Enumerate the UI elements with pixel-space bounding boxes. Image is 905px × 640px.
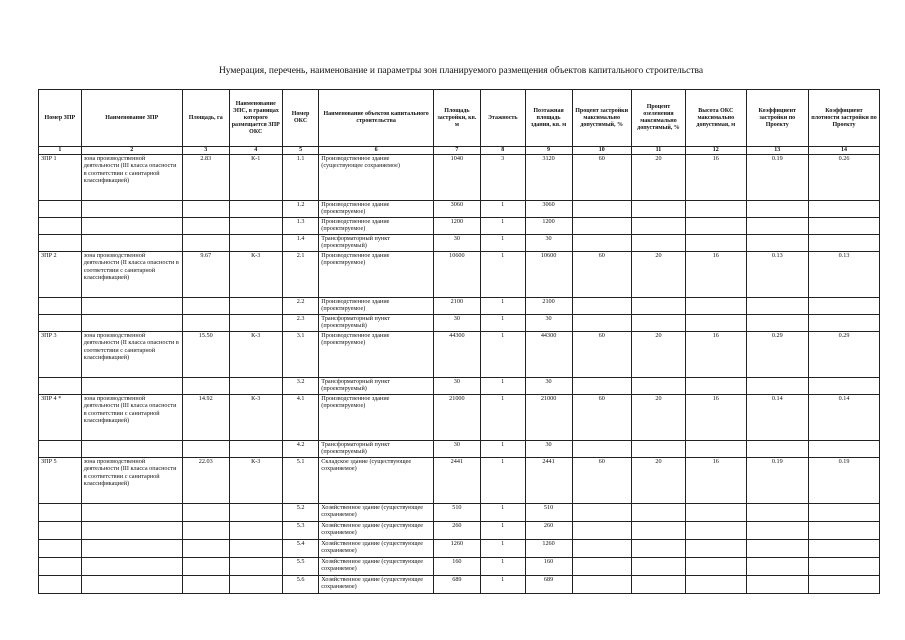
built-area-cell: 2441 bbox=[433, 458, 480, 504]
zone-name-cell bbox=[81, 218, 182, 235]
column-number: 5 bbox=[282, 147, 318, 155]
max-build-percent-cell: 60 bbox=[572, 458, 631, 504]
table-row bbox=[39, 522, 880, 540]
column-number: 13 bbox=[746, 147, 809, 155]
table-row bbox=[39, 504, 880, 522]
density-coefficient-cell: 0.14 bbox=[809, 395, 880, 441]
floor-area-cell: 3060 bbox=[525, 201, 572, 218]
build-coefficient-cell: 0.19 bbox=[746, 458, 809, 504]
header-cell: Площадь, га bbox=[182, 90, 229, 147]
zone-area-cell bbox=[182, 218, 229, 235]
floor-area-cell: 2441 bbox=[525, 458, 572, 504]
zone-number-cell bbox=[39, 218, 82, 235]
zone-number-cell bbox=[39, 558, 82, 576]
zone-name-cell bbox=[81, 540, 182, 558]
table-body bbox=[39, 147, 880, 594]
zone-name-cell bbox=[81, 201, 182, 218]
density-coefficient-cell bbox=[809, 504, 880, 522]
oks-name-cell: Производственное здание (проектируемое) bbox=[319, 252, 434, 298]
oks-name-cell: Хозяйственное здание (существующее сохраняемое) bbox=[319, 558, 434, 576]
oks-name-cell: Производственное здание (проектируемое) bbox=[319, 298, 434, 315]
header-cell: Этажность bbox=[480, 90, 525, 147]
max-height-cell bbox=[686, 522, 746, 540]
oks-name-cell: Трансформаторный пункт (проектируемый) bbox=[319, 378, 434, 395]
oks-number-cell: 2.2 bbox=[282, 298, 318, 315]
zone-area-cell: 15.50 bbox=[182, 332, 229, 378]
max-height-cell: 16 bbox=[686, 458, 746, 504]
density-coefficient-cell bbox=[809, 441, 880, 458]
built-area-cell: 510 bbox=[433, 504, 480, 522]
floors-cell: 1 bbox=[480, 332, 525, 378]
built-area-cell: 3060 bbox=[433, 201, 480, 218]
header-cell: Наименование ЭПС, в границах которого размещается ЗПР ОКС bbox=[229, 90, 282, 147]
max-build-percent-cell bbox=[572, 558, 631, 576]
max-green-percent-cell bbox=[631, 315, 685, 332]
max-green-percent-cell bbox=[631, 235, 685, 252]
oks-number-cell: 1.2 bbox=[282, 201, 318, 218]
build-coefficient-cell: 0.14 bbox=[746, 395, 809, 441]
table-row bbox=[39, 395, 880, 441]
max-build-percent-cell bbox=[572, 540, 631, 558]
density-coefficient-cell bbox=[809, 235, 880, 252]
floor-area-cell: 10600 bbox=[525, 252, 572, 298]
floors-cell: 1 bbox=[480, 252, 525, 298]
table-row bbox=[39, 218, 880, 235]
max-build-percent-cell: 60 bbox=[572, 395, 631, 441]
max-green-percent-cell bbox=[631, 540, 685, 558]
floor-area-cell: 3120 bbox=[525, 155, 572, 201]
zone-area-cell bbox=[182, 522, 229, 540]
zones-table bbox=[38, 89, 880, 594]
zone-number-cell bbox=[39, 522, 82, 540]
table-row bbox=[39, 332, 880, 378]
floors-cell: 1 bbox=[480, 298, 525, 315]
density-coefficient-cell bbox=[809, 298, 880, 315]
build-coefficient-cell: 0.13 bbox=[746, 252, 809, 298]
header-cell: Процент застройки максимально допустимый, % bbox=[572, 90, 631, 147]
eps-name-cell bbox=[229, 522, 282, 540]
floor-area-cell: 30 bbox=[525, 235, 572, 252]
column-number: 8 bbox=[480, 147, 525, 155]
zone-number-cell: ЗПР 3 bbox=[39, 332, 82, 378]
max-height-cell bbox=[686, 201, 746, 218]
zone-number-cell: ЗПР 5 bbox=[39, 458, 82, 504]
column-number: 3 bbox=[182, 147, 229, 155]
zone-name-cell bbox=[81, 504, 182, 522]
max-height-cell bbox=[686, 576, 746, 594]
density-coefficient-cell bbox=[809, 540, 880, 558]
max-build-percent-cell bbox=[572, 315, 631, 332]
max-green-percent-cell bbox=[631, 298, 685, 315]
header-row bbox=[39, 90, 880, 147]
max-build-percent-cell: 60 bbox=[572, 155, 631, 201]
zone-name-cell: зона производственной деятельности (II класса опасности в соответствии с санитарной классификацией) bbox=[81, 252, 182, 298]
eps-name-cell bbox=[229, 540, 282, 558]
floors-cell: 1 bbox=[480, 378, 525, 395]
built-area-cell: 30 bbox=[433, 235, 480, 252]
oks-number-cell: 5.3 bbox=[282, 522, 318, 540]
build-coefficient-cell bbox=[746, 378, 809, 395]
built-area-cell: 260 bbox=[433, 522, 480, 540]
build-coefficient-cell bbox=[746, 522, 809, 540]
header-cell: Наименование объектов капитального строительства bbox=[319, 90, 434, 147]
zone-name-cell bbox=[81, 315, 182, 332]
density-coefficient-cell: 0.19 bbox=[809, 458, 880, 504]
zone-number-cell bbox=[39, 504, 82, 522]
eps-name-cell bbox=[229, 298, 282, 315]
eps-name-cell bbox=[229, 315, 282, 332]
eps-name-cell bbox=[229, 235, 282, 252]
oks-number-cell: 3.2 bbox=[282, 378, 318, 395]
max-build-percent-cell: 60 bbox=[572, 252, 631, 298]
floors-cell: 1 bbox=[480, 540, 525, 558]
zone-area-cell bbox=[182, 298, 229, 315]
zone-area-cell bbox=[182, 441, 229, 458]
max-build-percent-cell bbox=[572, 441, 631, 458]
zone-name-cell bbox=[81, 441, 182, 458]
density-coefficient-cell bbox=[809, 558, 880, 576]
build-coefficient-cell bbox=[746, 540, 809, 558]
eps-name-cell bbox=[229, 201, 282, 218]
max-green-percent-cell: 20 bbox=[631, 332, 685, 378]
build-coefficient-cell: 0.19 bbox=[746, 155, 809, 201]
eps-name-cell: К-1 bbox=[229, 155, 282, 201]
oks-number-cell: 2.3 bbox=[282, 315, 318, 332]
table-row bbox=[39, 201, 880, 218]
build-coefficient-cell bbox=[746, 315, 809, 332]
table-row bbox=[39, 558, 880, 576]
floor-area-cell: 160 bbox=[525, 558, 572, 576]
oks-name-cell: Складское здание (существующее сохраняемое) bbox=[319, 458, 434, 504]
max-height-cell bbox=[686, 315, 746, 332]
floor-area-cell: 30 bbox=[525, 378, 572, 395]
floors-cell: 1 bbox=[480, 201, 525, 218]
floor-area-cell: 510 bbox=[525, 504, 572, 522]
zone-name-cell bbox=[81, 235, 182, 252]
max-green-percent-cell bbox=[631, 378, 685, 395]
eps-name-cell bbox=[229, 504, 282, 522]
oks-number-cell: 5.2 bbox=[282, 504, 318, 522]
column-number: 6 bbox=[319, 147, 434, 155]
floors-cell: 3 bbox=[480, 155, 525, 201]
max-green-percent-cell bbox=[631, 576, 685, 594]
zone-area-cell bbox=[182, 201, 229, 218]
oks-number-cell: 5.6 bbox=[282, 576, 318, 594]
zone-area-cell: 22.03 bbox=[182, 458, 229, 504]
floors-cell: 1 bbox=[480, 315, 525, 332]
table-row bbox=[39, 576, 880, 594]
eps-name-cell: К-3 bbox=[229, 458, 282, 504]
build-coefficient-cell bbox=[746, 218, 809, 235]
eps-name-cell: К-3 bbox=[229, 332, 282, 378]
table-row bbox=[39, 298, 880, 315]
max-green-percent-cell: 20 bbox=[631, 395, 685, 441]
table-row bbox=[39, 155, 880, 201]
oks-name-cell: Хозяйственное здание (существующее сохраняемое) bbox=[319, 504, 434, 522]
zone-number-cell: ЗПР 2 bbox=[39, 252, 82, 298]
floors-cell: 1 bbox=[480, 522, 525, 540]
max-green-percent-cell bbox=[631, 504, 685, 522]
built-area-cell: 44300 bbox=[433, 332, 480, 378]
floors-cell: 1 bbox=[480, 441, 525, 458]
max-height-cell bbox=[686, 540, 746, 558]
oks-name-cell: Трансформаторный пункт (проектируемый) bbox=[319, 235, 434, 252]
floor-area-cell: 1260 bbox=[525, 540, 572, 558]
max-height-cell: 16 bbox=[686, 252, 746, 298]
oks-number-cell: 1.3 bbox=[282, 218, 318, 235]
eps-name-cell: К-3 bbox=[229, 395, 282, 441]
zone-name-cell bbox=[81, 558, 182, 576]
floor-area-cell: 2100 bbox=[525, 298, 572, 315]
max-height-cell: 16 bbox=[686, 395, 746, 441]
build-coefficient-cell bbox=[746, 558, 809, 576]
built-area-cell: 1040 bbox=[433, 155, 480, 201]
max-build-percent-cell bbox=[572, 576, 631, 594]
column-number: 7 bbox=[433, 147, 480, 155]
header-cell: Коэффициент застройки по Проекту bbox=[746, 90, 809, 147]
zone-number-cell bbox=[39, 441, 82, 458]
header-cell: Высота ОКС максимально допустимая, м bbox=[686, 90, 746, 147]
max-height-cell bbox=[686, 504, 746, 522]
max-height-cell bbox=[686, 378, 746, 395]
zone-number-cell bbox=[39, 315, 82, 332]
built-area-cell: 1200 bbox=[433, 218, 480, 235]
built-area-cell: 160 bbox=[433, 558, 480, 576]
build-coefficient-cell bbox=[746, 441, 809, 458]
max-build-percent-cell bbox=[572, 298, 631, 315]
zone-number-cell bbox=[39, 235, 82, 252]
floors-cell: 1 bbox=[480, 504, 525, 522]
built-area-cell: 30 bbox=[433, 441, 480, 458]
oks-number-cell: 3.1 bbox=[282, 332, 318, 378]
max-height-cell bbox=[686, 235, 746, 252]
table-row bbox=[39, 315, 880, 332]
floor-area-cell: 260 bbox=[525, 522, 572, 540]
zone-number-cell bbox=[39, 378, 82, 395]
column-number: 14 bbox=[809, 147, 880, 155]
oks-name-cell: Производственное здание (проектируемое) bbox=[319, 218, 434, 235]
floor-area-cell: 30 bbox=[525, 441, 572, 458]
oks-number-cell: 2.1 bbox=[282, 252, 318, 298]
table-row bbox=[39, 458, 880, 504]
oks-number-cell: 1.1 bbox=[282, 155, 318, 201]
zone-area-cell bbox=[182, 504, 229, 522]
oks-number-cell: 4.2 bbox=[282, 441, 318, 458]
oks-number-cell: 5.5 bbox=[282, 558, 318, 576]
density-coefficient-cell: 0.29 bbox=[809, 332, 880, 378]
header-cell: Площадь застройки, кв. м bbox=[433, 90, 480, 147]
zone-number-cell: ЗПР 4 * bbox=[39, 395, 82, 441]
eps-name-cell: К-3 bbox=[229, 252, 282, 298]
zone-area-cell bbox=[182, 315, 229, 332]
header-cell: Процент озеленения максимально допустимый, % bbox=[631, 90, 685, 147]
floors-cell: 1 bbox=[480, 235, 525, 252]
build-coefficient-cell bbox=[746, 504, 809, 522]
max-height-cell: 16 bbox=[686, 155, 746, 201]
build-coefficient-cell: 0.29 bbox=[746, 332, 809, 378]
density-coefficient-cell bbox=[809, 201, 880, 218]
column-number: 10 bbox=[572, 147, 631, 155]
floors-cell: 1 bbox=[480, 458, 525, 504]
zone-area-cell bbox=[182, 378, 229, 395]
density-coefficient-cell bbox=[809, 576, 880, 594]
column-number-row bbox=[39, 147, 880, 155]
max-green-percent-cell bbox=[631, 522, 685, 540]
zone-name-cell bbox=[81, 378, 182, 395]
max-height-cell bbox=[686, 441, 746, 458]
table-row bbox=[39, 540, 880, 558]
max-build-percent-cell bbox=[572, 522, 631, 540]
max-green-percent-cell bbox=[631, 558, 685, 576]
column-number: 12 bbox=[686, 147, 746, 155]
table-row bbox=[39, 441, 880, 458]
oks-name-cell: Хозяйственное здание (существующее сохраняемое) bbox=[319, 522, 434, 540]
max-build-percent-cell bbox=[572, 218, 631, 235]
zone-number-cell bbox=[39, 540, 82, 558]
zone-number-cell bbox=[39, 201, 82, 218]
oks-name-cell: Хозяйственное здание (существующее сохраняемое) bbox=[319, 540, 434, 558]
max-green-percent-cell: 20 bbox=[631, 155, 685, 201]
max-build-percent-cell bbox=[572, 235, 631, 252]
density-coefficient-cell bbox=[809, 378, 880, 395]
max-height-cell: 16 bbox=[686, 332, 746, 378]
build-coefficient-cell bbox=[746, 235, 809, 252]
zone-name-cell bbox=[81, 298, 182, 315]
oks-number-cell: 5.4 bbox=[282, 540, 318, 558]
header-cell: Поэтажная площадь здания, кв. м bbox=[525, 90, 572, 147]
max-green-percent-cell bbox=[631, 218, 685, 235]
build-coefficient-cell bbox=[746, 201, 809, 218]
max-green-percent-cell: 20 bbox=[631, 458, 685, 504]
max-build-percent-cell bbox=[572, 504, 631, 522]
max-green-percent-cell bbox=[631, 201, 685, 218]
zone-name-cell: зона производственной деятельности (III класса опасности в соответствии с санитарной классификацией) bbox=[81, 395, 182, 441]
floor-area-cell: 689 bbox=[525, 576, 572, 594]
floor-area-cell: 30 bbox=[525, 315, 572, 332]
max-build-percent-cell bbox=[572, 201, 631, 218]
zone-name-cell: зона производственной деятельности (III класса опасности в соответствии с санитарной классификацией) bbox=[81, 458, 182, 504]
column-number: 2 bbox=[81, 147, 182, 155]
built-area-cell: 21000 bbox=[433, 395, 480, 441]
density-coefficient-cell: 0.26 bbox=[809, 155, 880, 201]
built-area-cell: 10600 bbox=[433, 252, 480, 298]
column-number: 1 bbox=[39, 147, 82, 155]
zone-area-cell bbox=[182, 558, 229, 576]
oks-name-cell: Хозяйственное здание (существующее сохраняемое) bbox=[319, 576, 434, 594]
header-cell: Номер ОКС bbox=[282, 90, 318, 147]
header-cell: Коэффициент плотности застройки по Проекту bbox=[809, 90, 880, 147]
column-number: 4 bbox=[229, 147, 282, 155]
zone-area-cell bbox=[182, 235, 229, 252]
zone-name-cell: зона производственной деятельности (III класса опасности в соответствии с санитарной классификацией) bbox=[81, 155, 182, 201]
built-area-cell: 2100 bbox=[433, 298, 480, 315]
zone-area-cell bbox=[182, 576, 229, 594]
oks-name-cell: Трансформаторный пункт (проектируемый) bbox=[319, 441, 434, 458]
eps-name-cell bbox=[229, 576, 282, 594]
table-title: Нумерация, перечень, наименование и параметры зон планируемого размещения объектов капитального строительства bbox=[218, 66, 704, 76]
oks-name-cell: Производственное здание (существующее сохраняемое) bbox=[319, 155, 434, 201]
zone-area-cell bbox=[182, 540, 229, 558]
floors-cell: 1 bbox=[480, 395, 525, 441]
oks-number-cell: 5.1 bbox=[282, 458, 318, 504]
oks-name-cell: Производственное здание (проектируемое) bbox=[319, 332, 434, 378]
max-height-cell bbox=[686, 298, 746, 315]
oks-name-cell: Производственное здание (проектируемое) bbox=[319, 201, 434, 218]
eps-name-cell bbox=[229, 378, 282, 395]
build-coefficient-cell bbox=[746, 576, 809, 594]
floors-cell: 1 bbox=[480, 558, 525, 576]
zone-name-cell: зона производственной деятельности (II класса опасности в соответствии с санитарной классификацией) bbox=[81, 332, 182, 378]
table-row bbox=[39, 378, 880, 395]
column-number: 9 bbox=[525, 147, 572, 155]
zone-number-cell bbox=[39, 576, 82, 594]
floor-area-cell: 44300 bbox=[525, 332, 572, 378]
density-coefficient-cell bbox=[809, 315, 880, 332]
built-area-cell: 1260 bbox=[433, 540, 480, 558]
max-build-percent-cell bbox=[572, 378, 631, 395]
column-number: 11 bbox=[631, 147, 685, 155]
floor-area-cell: 21000 bbox=[525, 395, 572, 441]
eps-name-cell bbox=[229, 441, 282, 458]
zone-area-cell: 2.83 bbox=[182, 155, 229, 201]
built-area-cell: 30 bbox=[433, 378, 480, 395]
oks-number-cell: 1.4 bbox=[282, 235, 318, 252]
table-row bbox=[39, 235, 880, 252]
zone-area-cell: 14.92 bbox=[182, 395, 229, 441]
max-green-percent-cell: 20 bbox=[631, 252, 685, 298]
built-area-cell: 689 bbox=[433, 576, 480, 594]
zone-name-cell bbox=[81, 576, 182, 594]
table-header bbox=[39, 90, 880, 147]
max-height-cell bbox=[686, 558, 746, 576]
max-green-percent-cell bbox=[631, 441, 685, 458]
eps-name-cell bbox=[229, 218, 282, 235]
floors-cell: 1 bbox=[480, 218, 525, 235]
oks-name-cell: Трансформаторный пункт (проектируемый) bbox=[319, 315, 434, 332]
header-cell: Номер ЗПР bbox=[39, 90, 82, 147]
density-coefficient-cell bbox=[809, 218, 880, 235]
build-coefficient-cell bbox=[746, 298, 809, 315]
oks-name-cell: Производственное здание (проектируемое) bbox=[319, 395, 434, 441]
zone-area-cell: 9.67 bbox=[182, 252, 229, 298]
zone-name-cell bbox=[81, 522, 182, 540]
zone-number-cell bbox=[39, 298, 82, 315]
built-area-cell: 30 bbox=[433, 315, 480, 332]
table-row bbox=[39, 252, 880, 298]
oks-number-cell: 4.1 bbox=[282, 395, 318, 441]
max-height-cell bbox=[686, 218, 746, 235]
header-cell: Наименование ЗПР bbox=[81, 90, 182, 147]
eps-name-cell bbox=[229, 558, 282, 576]
floor-area-cell: 1200 bbox=[525, 218, 572, 235]
density-coefficient-cell: 0.13 bbox=[809, 252, 880, 298]
max-build-percent-cell: 60 bbox=[572, 332, 631, 378]
density-coefficient-cell bbox=[809, 522, 880, 540]
floors-cell: 1 bbox=[480, 576, 525, 594]
zone-number-cell: ЗПР 1 bbox=[39, 155, 82, 201]
